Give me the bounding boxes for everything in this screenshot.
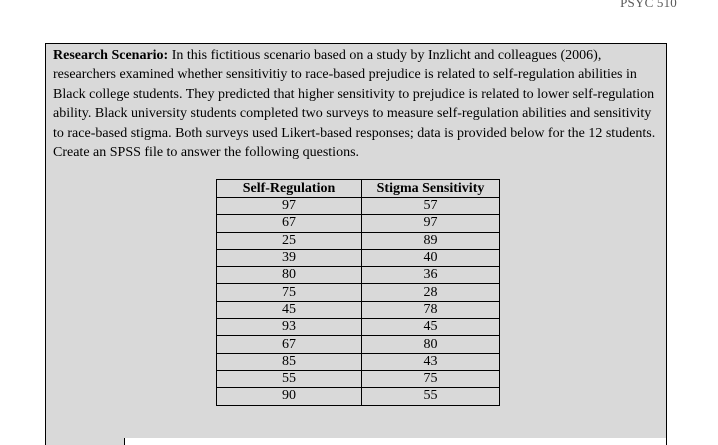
- self-regulation-cell: 90: [217, 388, 362, 405]
- table-row: [217, 215, 500, 232]
- table-row: [217, 267, 500, 284]
- stigma-sensitivity-cell: 28: [362, 284, 500, 301]
- stigma-sensitivity-cell: 78: [362, 301, 500, 318]
- table-row: [217, 388, 500, 405]
- self-regulation-cell: 67: [217, 336, 362, 353]
- self-regulation-cell: 93: [217, 319, 362, 336]
- table-row: [217, 249, 500, 266]
- table-row: [217, 319, 500, 336]
- stigma-sensitivity-cell: 97: [362, 215, 500, 232]
- stigma-sensitivity-cell: 45: [362, 319, 500, 336]
- data-table: [216, 179, 500, 406]
- self-regulation-cell: 45: [217, 301, 362, 318]
- self-regulation-cell: 85: [217, 353, 362, 370]
- table-row: [217, 232, 500, 249]
- next-table-cell: [125, 438, 666, 445]
- stigma-sensitivity-cell: 36: [362, 267, 500, 284]
- stigma-sensitivity-cell: 89: [362, 232, 500, 249]
- self-regulation-cell: 39: [217, 249, 362, 266]
- table-row: [217, 336, 500, 353]
- column-header-self-regulation: Self-Regulation: [217, 180, 362, 198]
- table-row: [217, 198, 500, 215]
- scenario-paragraph: [53, 46, 663, 162]
- table-row: [217, 353, 500, 370]
- table-header-row: [217, 180, 500, 198]
- stigma-sensitivity-cell: 55: [362, 388, 500, 405]
- stigma-sensitivity-cell: 80: [362, 336, 500, 353]
- table-row: [217, 284, 500, 301]
- scenario-label: Research Scenario:: [53, 48, 169, 63]
- self-regulation-cell: 67: [217, 215, 362, 232]
- next-table-divider: [124, 438, 125, 445]
- stigma-sensitivity-cell: 75: [362, 370, 500, 387]
- stigma-sensitivity-cell: 57: [362, 198, 500, 215]
- self-regulation-cell: 75: [217, 284, 362, 301]
- stigma-sensitivity-cell: 40: [362, 249, 500, 266]
- column-header-stigma-sensitivity: Stigma Sensitivity: [362, 180, 500, 198]
- scenario-body-text: In this fictitious scenario based on a study by Inzlicht and colleagues (2006), researchers examined whether sensitivitiy to race-based prejudice is related to self-regulation abilities in Black college students. They predicted that higher sensitivity to prejudice is related to lower self-regulation ability. Black university students completed two surveys to measure self-regulation abilities and sensitivity to race-based stigma. Both surveys used Likert-based responses; data is provided below for the 12 students. Create an SPSS file to answer the following questions.: [53, 48, 656, 161]
- table-row: [217, 301, 500, 318]
- stigma-sensitivity-cell: 43: [362, 353, 500, 370]
- self-regulation-cell: 80: [217, 267, 362, 284]
- self-regulation-cell: 97: [217, 198, 362, 215]
- research-scenario-box: [45, 43, 667, 438]
- page-header-course-code: PSYC 510: [620, 0, 677, 10]
- self-regulation-cell: 55: [217, 370, 362, 387]
- table-row: [217, 370, 500, 387]
- self-regulation-cell: 25: [217, 232, 362, 249]
